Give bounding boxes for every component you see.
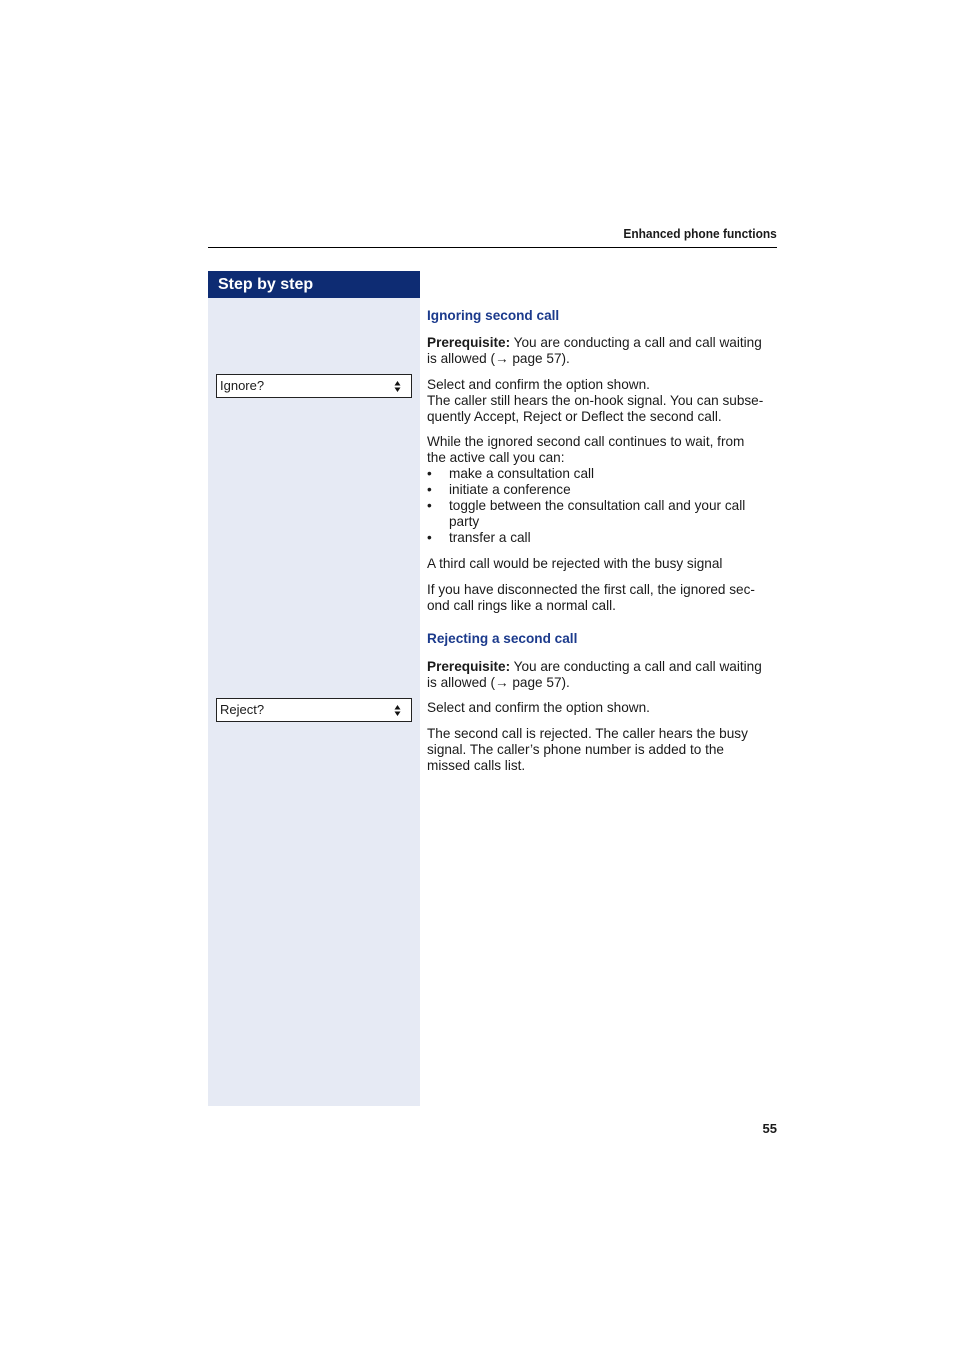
ignore-select-text <box>427 377 779 425</box>
disconnect-text <box>427 582 779 614</box>
reject-prerequisite <box>427 659 779 691</box>
reject-option[interactable] <box>216 698 412 722</box>
section-heading-reject: Rejecting a second call <box>427 631 578 646</box>
ignore-prerequisite <box>427 335 779 367</box>
up-down-arrows-icon <box>394 380 401 393</box>
caller-line-2: quently Accept, Reject or Deflect the second call. <box>427 409 722 424</box>
list-item: • toggle between the consultation call and your call party <box>427 498 779 530</box>
ignore-option[interactable] <box>216 374 412 398</box>
result-line-2: signal. The caller’s phone number is added to the <box>427 742 724 757</box>
page-number: 55 <box>762 1121 777 1136</box>
section-heading-ignore: Ignoring second call <box>427 308 560 323</box>
while-line-2: the active call you can: <box>427 450 565 465</box>
list-item: • transfer a call <box>427 530 779 546</box>
prereq-text: You are conducting a call and call waiting <box>510 659 762 674</box>
list-item: • make a consultation call <box>427 466 779 482</box>
up-down-arrows-icon <box>394 704 401 717</box>
ignore-while-text <box>427 434 779 546</box>
prereq-label: Prerequisite: <box>427 659 511 674</box>
disconnect-line-1: If you have disconnected the first call, the ignored sec- <box>427 582 755 597</box>
step-by-step-title: Step by step <box>208 271 420 298</box>
reject-select-text: Select and confirm the option shown. <box>427 700 650 715</box>
prereq-text-2: is allowed (→ page 57). <box>427 351 570 366</box>
header-title: Enhanced phone functions <box>623 226 777 241</box>
prereq-text-2: is allowed (→ page 57). <box>427 675 570 690</box>
result-line-3: missed calls list. <box>427 758 526 773</box>
select-line: Select and confirm the option shown. <box>427 377 650 392</box>
options-list <box>427 466 779 546</box>
reject-option-label: Reject? <box>220 702 265 717</box>
third-call-text: A third call would be rejected with the busy signal <box>427 556 723 571</box>
reject-result-text <box>427 726 779 774</box>
disconnect-line-2: ond call rings like a normal call. <box>427 598 616 613</box>
result-line-1: The second call is rejected. The caller hears the busy <box>427 726 748 741</box>
while-line-1: While the ignored second call continues to wait, from <box>427 434 745 449</box>
list-item: • initiate a conference <box>427 482 779 498</box>
caller-line-1: The caller still hears the on-hook signal. You can subse- <box>427 393 764 408</box>
ignore-option-label: Ignore? <box>220 378 265 393</box>
header-rule <box>208 247 777 248</box>
prereq-label: Prerequisite: <box>427 335 511 350</box>
prereq-text: You are conducting a call and call waiting <box>510 335 762 350</box>
